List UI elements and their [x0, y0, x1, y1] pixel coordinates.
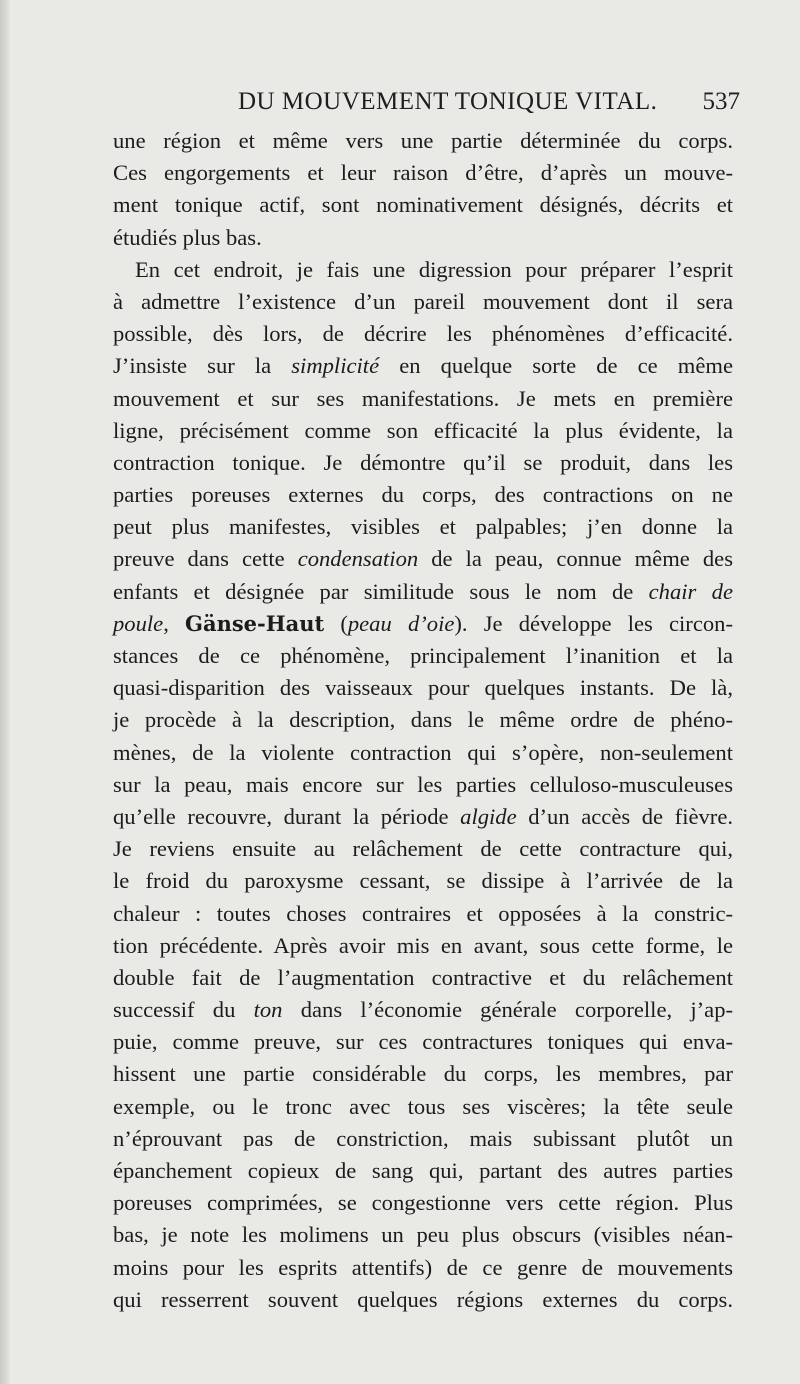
text-segment: successif du — [113, 997, 254, 1023]
text-line — [113, 640, 733, 672]
text-segment: qu’elle recouvre, durant la période — [113, 803, 461, 829]
text-line — [113, 511, 733, 543]
text-segment: preuve dans cette — [113, 546, 298, 572]
text-line — [113, 125, 733, 157]
italic-text: condensation — [297, 546, 419, 572]
text-line — [113, 415, 733, 447]
text-segment: , — [163, 610, 186, 636]
text-segment: Ces engorgements et leur raison d’être, d’après un mouve- — [113, 160, 733, 186]
text-segment: chaleur : toutes choses contraires et opposées à la constric- — [113, 900, 733, 926]
text-line — [113, 994, 733, 1026]
text-line — [113, 1252, 733, 1284]
text-line — [113, 254, 733, 286]
text-segment: Je reviens ensuite au relâchement de cette contracture qui, — [113, 836, 733, 862]
text-line — [113, 737, 733, 769]
italic-text: simplicité — [291, 353, 380, 379]
text-segment: double fait de l’augmentation contractive et du relâchement — [113, 964, 733, 990]
text-segment: mènes, de la violente contraction qui s’opère, non-seulement — [113, 739, 733, 765]
text-segment: en quelque sorte de ce même — [379, 353, 733, 379]
text-line — [113, 350, 733, 382]
text-segment: quasi-disparition des vaisseaux pour quelques instants. De là, — [113, 675, 733, 701]
text-segment: ligne, précisément comme son efficacité la plus évidente, la — [113, 417, 733, 443]
italic-text: algide — [460, 803, 517, 829]
text-segment: n’éprouvant pas de constriction, mais subissant plutôt un — [113, 1125, 733, 1151]
text-segment: parties poreuses externes du corps, des contractions on ne — [113, 482, 733, 508]
page-number: 537 — [702, 88, 740, 115]
text-line — [113, 672, 733, 704]
page-header — [110, 88, 740, 118]
text-line — [113, 608, 733, 640]
text-line — [113, 898, 733, 930]
text-line — [113, 447, 733, 479]
text-line — [113, 1091, 733, 1123]
text-segment: d’un accès de fièvre. — [516, 803, 733, 829]
text-segment: dans l’économie générale corporelle, j’ap- — [282, 997, 734, 1023]
text-segment: épanchement copieux de sang qui, partant des autres parties — [113, 1158, 733, 1183]
text-segment: qui resserrent souvent quelques régions externes du corps. — [113, 1286, 733, 1312]
text-line — [113, 1058, 733, 1090]
text-segment: une région et même vers une partie déterminée du corps. — [113, 128, 733, 153]
text-segment: stances de ce phénomène, principalement l’inanition et la — [113, 643, 733, 668]
text-segment: de la peau, connue même des — [418, 546, 733, 572]
text-line — [113, 1284, 733, 1316]
text-segment: poreuses comprimées, se congestionne vers cette région. Plus — [113, 1190, 733, 1216]
text-segment: à admettre l’existence d’un pareil mouvement dont il sera — [113, 288, 733, 314]
text-line — [113, 543, 733, 575]
text-line — [113, 286, 733, 318]
italic-text: ton — [253, 997, 283, 1023]
text-line — [113, 801, 733, 833]
text-segment: contraction tonique. Je démontre qu’il se produit, dans les — [113, 449, 733, 475]
text-line — [113, 222, 733, 254]
text-line — [113, 318, 733, 350]
text-line — [113, 157, 733, 189]
text-segment: hissent une partie considérable du corps, les membres, par — [113, 1061, 733, 1087]
text-line — [113, 383, 733, 415]
text-segment: puie, comme preuve, sur ces contractures toniques qui enva- — [113, 1029, 733, 1055]
text-line — [113, 833, 733, 865]
text-segment: exemple, ou le tronc avec tous ses viscères; la tête seule — [113, 1093, 733, 1119]
text-line — [113, 479, 733, 511]
text-segment: peut plus manifestes, visibles et palpables; j’en donne la — [113, 514, 733, 540]
italic-text: peau d’oie — [347, 610, 455, 636]
gothic-text: Gänse-Haut — [185, 610, 325, 636]
text-segment: étudiés plus bas. — [113, 224, 262, 250]
text-segment: moins pour les esprits attentifs) de ce genre de mouvements — [113, 1254, 733, 1280]
text-segment: je procède à la description, dans le même ordre de phéno- — [113, 707, 733, 733]
text-line — [113, 769, 733, 801]
text-line — [113, 189, 733, 221]
text-segment: ment tonique actif, sont nominativement désignés, décrits et — [113, 192, 733, 218]
text-segment: enfants et désignée par similitude sous le nom de — [113, 578, 649, 604]
text-segment: le froid du paroxysme cessant, se dissipe à l’arrivée de la — [113, 868, 733, 894]
text-segment: En cet endroit, je fais une digression pour préparer l’esprit — [135, 256, 733, 282]
italic-text: chair de — [648, 578, 733, 604]
text-line — [113, 1155, 733, 1187]
text-segment: ). Je développe les circon- — [454, 610, 733, 636]
text-line — [113, 1026, 733, 1058]
text-segment: ( — [324, 610, 348, 636]
body-text — [113, 125, 733, 1316]
text-segment: mouvement et sur ses manifestations. Je mets en première — [113, 385, 733, 411]
text-line — [113, 1219, 733, 1251]
page-gutter-shadow — [0, 0, 10, 1384]
text-line — [113, 865, 733, 897]
text-line — [113, 930, 733, 962]
text-segment: tion précédente. Après avoir mis en avant, sous cette forme, le — [113, 932, 733, 958]
text-segment: bas, je note les molimens un peu plus obscurs (visibles néan- — [113, 1222, 733, 1248]
italic-text: poule — [113, 610, 164, 636]
text-line — [113, 1123, 733, 1155]
text-line — [113, 576, 733, 608]
running-head: DU MOUVEMENT TONIQUE VITAL. — [238, 88, 658, 115]
text-segment: sur la peau, mais encore sur les parties celluloso-musculeuses — [113, 771, 733, 797]
text-line — [113, 1187, 733, 1219]
text-line — [113, 704, 733, 736]
text-segment: J’insiste sur la — [113, 353, 292, 379]
text-line — [113, 962, 733, 994]
text-segment: possible, dès lors, de décrire les phénomènes d’efficacité. — [113, 321, 733, 347]
